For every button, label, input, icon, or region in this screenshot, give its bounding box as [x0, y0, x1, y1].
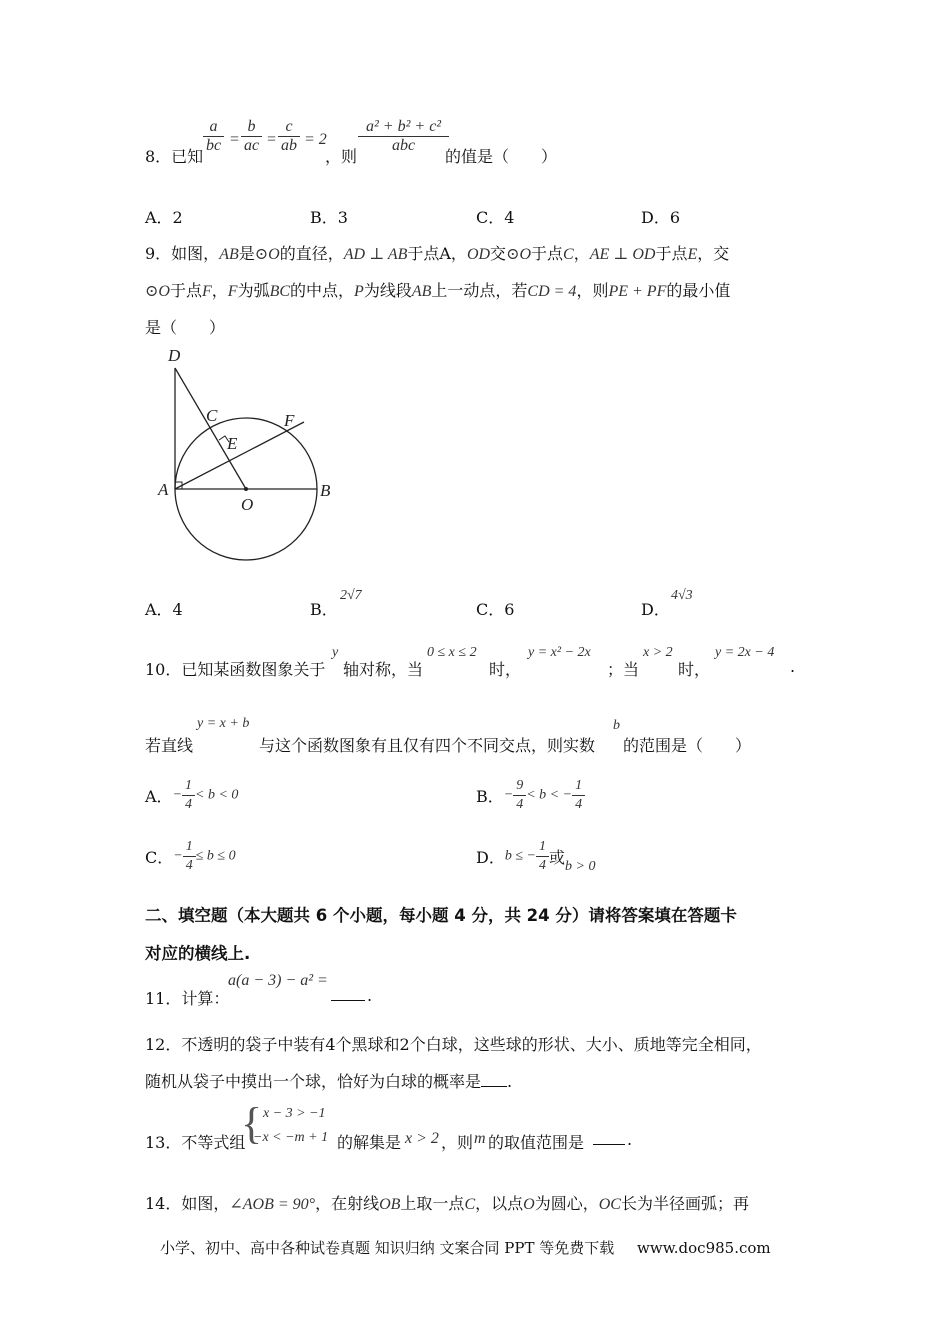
q10-option-c[interactable]: C．− $\frac{1}{4}$ ≤ b ≤ 0: [145, 839, 236, 873]
label-a: A: [158, 480, 169, 499]
q10-stem-line-1: 10．已知某函数图象关于 y 轴对称，当 0 ≤ x ≤ 2 时， y = x² − 2x ；当 x > 2 时， y = 2x − 4 .: [145, 645, 796, 679]
q13-system-row-1: x − 3 > −1: [263, 1106, 326, 1121]
footer-url[interactable]: www.doc985.com: [637, 1239, 771, 1257]
page-footer: [160, 1237, 771, 1258]
q13-stem: 13．不等式组 { x − 3 > −1 −x < −m + 1 的解集是 x > 2 ，则 m 的取值范围是 .: [145, 1099, 633, 1152]
q12-stem-line-2: 随机从袋子中摸出一个球，恰好为白球的概率是 .: [145, 1072, 513, 1091]
label-c: C: [206, 406, 218, 425]
label-f: F: [284, 411, 295, 430]
q11-answer-blank[interactable]: [331, 986, 365, 1001]
q10-stem-line-2: 若直线 y = x + b 与这个函数图象有且仅有四个不同交点，则实数 b 的范围是（ ）: [145, 716, 752, 755]
q8-option-d[interactable]: D．6: [641, 208, 681, 227]
q8-frac-2: $\frac{b}{ac}$: [241, 118, 262, 155]
q10-option-a[interactable]: A．− $\frac{1}{4}$ < b < 0: [145, 778, 239, 812]
q10-option-b[interactable]: B．− $\frac{9}{4}$ < b < − $\frac{1}{4}$: [476, 777, 585, 814]
section-2-heading-line-1: 二、填空题（本大题共 6 个小题，每小题 4 分，共 24 分）请将答案填在答题卡: [145, 906, 737, 925]
q8-tail: 的值是（ ）: [445, 147, 558, 166]
q9-option-c[interactable]: C．6: [476, 600, 515, 619]
q9-stem-line-1: 9．如图，AB是⊙O的直径，AD ⊥ AB于点A，OD交⊙O于点C，AE ⊥ OD于点E，交: [145, 244, 730, 263]
q8-option-b[interactable]: B．3: [310, 208, 348, 227]
footer-text: 小学、初中、高中各种试卷真题 知识归纳 文案合同 PPT 等免费下载: [160, 1239, 615, 1257]
q13-answer-blank[interactable]: [593, 1130, 625, 1145]
q8-equals-2: = 2: [304, 131, 327, 148]
label-o: O: [241, 495, 254, 514]
section-2-heading-line-2: 对应的横线上.: [145, 944, 251, 963]
q12-answer-blank[interactable]: [481, 1072, 507, 1087]
q8-frac-4: a² + b² + c² abc: [358, 118, 449, 155]
label-b: B: [320, 481, 331, 500]
q13-system-row-2: −x < −m + 1: [253, 1130, 329, 1145]
q8-option-a[interactable]: A．2: [145, 208, 183, 227]
q8-number: 8．已知: [145, 147, 204, 166]
q9-stem-line-2: ⊙O于点F，F为弧BC的中点，P为线段AB上一动点，若CD = 4，则PE + PF的最小值: [145, 281, 731, 300]
q8-option-c[interactable]: C．4: [476, 208, 515, 227]
q9-geometry-figure: [150, 343, 350, 568]
q8-frac-1: $\frac{a}{bc}$: [203, 118, 224, 155]
q12-stem-line-1: 12．不透明的袋子中装有4个黑球和2个白球，这些球的形状、大小、质地等完全相同，: [145, 1035, 762, 1054]
q8-then: ，则: [325, 147, 358, 166]
label-d: D: [168, 346, 181, 365]
q14-stem-line-1: 14．如图，∠AOB = 90°，在射线OB上取一点C，以点O为圆心，OC长为半径画弧；再: [145, 1194, 749, 1213]
q9-option-a[interactable]: A．4: [145, 600, 183, 619]
q10-option-d[interactable]: D．b ≤ − $\frac{1}{4}$ 或b > 0: [476, 839, 596, 874]
q9-stem-line-3: 是（ ）: [145, 318, 226, 337]
label-e: E: [227, 434, 238, 453]
point-o: [244, 487, 248, 491]
q8-frac-3: $\frac{c}{ab}$: [278, 118, 300, 155]
